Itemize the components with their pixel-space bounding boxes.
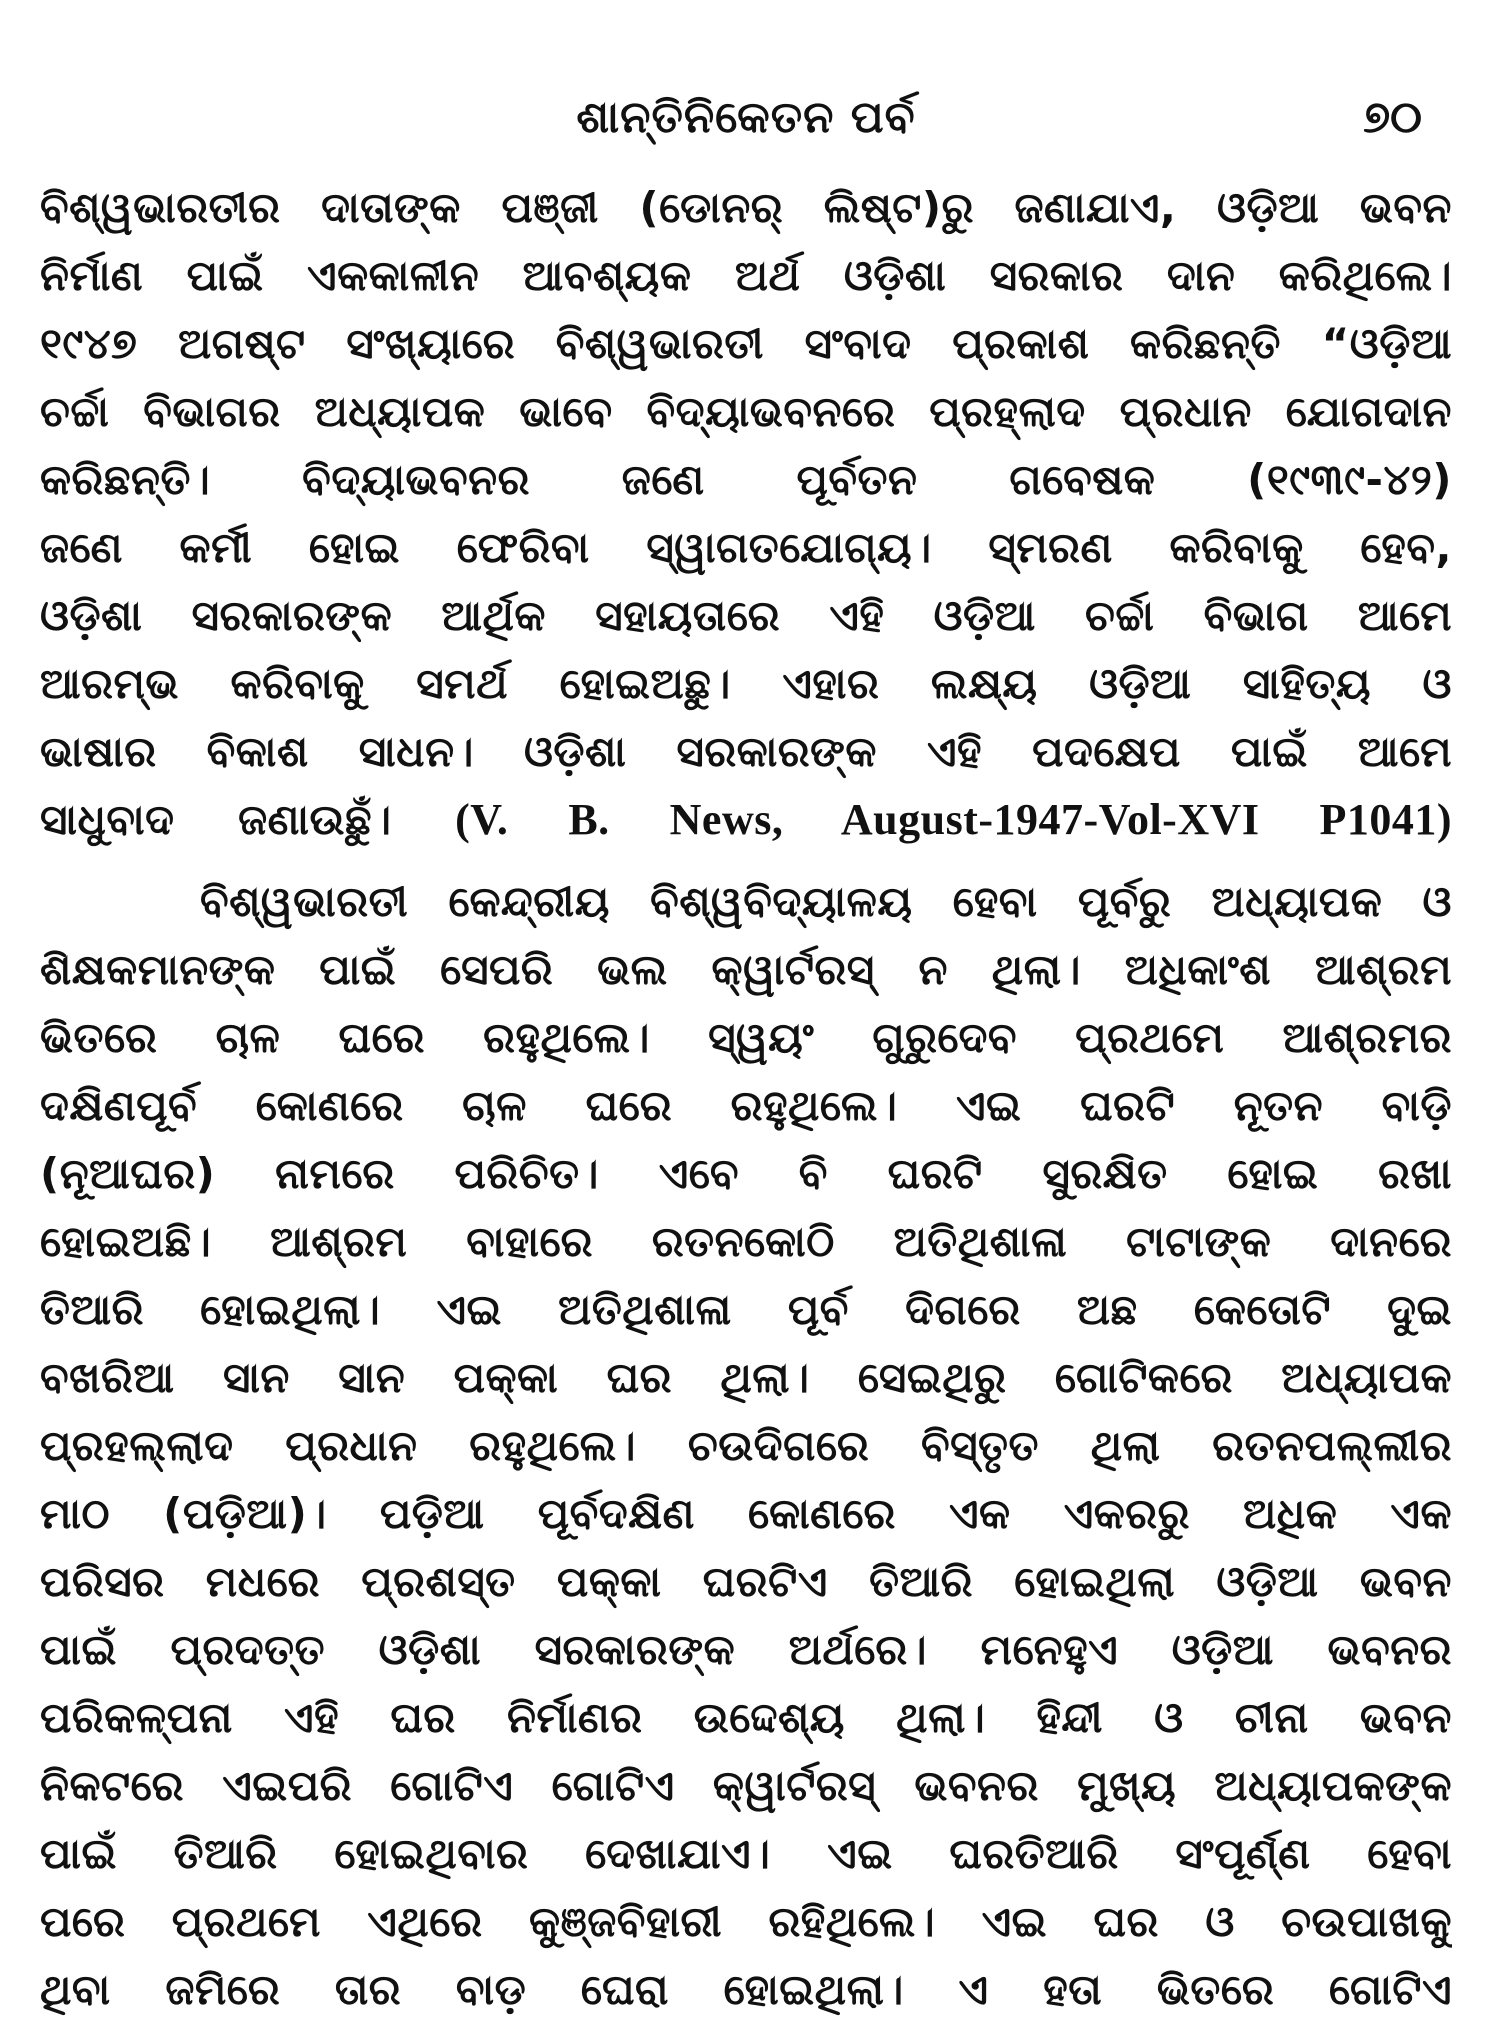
- text-line: ନିକଟରେ ଏଇପରି ଗୋଟିଏ ଗୋଟିଏ କ୍ୱାର୍ଟରସ୍ ଭବନର ମୁଖ୍ୟ ଅଧ୍ୟାପକଙ୍କ: [40, 1761, 1452, 1810]
- text-line: ଜଣେ କର୍ମୀ ହୋଇ ଫେରିବା ସ୍ୱାଗତଯୋଗ୍ୟ। ସ୍ମରଣ କରିବାକୁ ହେବ,: [40, 523, 1452, 572]
- text-line: ପାଇଁ ତିଆରି ହୋଇଥିବାର ଦେଖାଯାଏ। ଏଇ ଘରତିଆରି ସଂପୂର୍ଣ୍ଣ ହେବା: [40, 1829, 1452, 1878]
- text-line: ଓଡ଼ିଶା ସରକାରଙ୍କ ଆର୍ଥିକ ସହାୟତାରେ ଏହି ଓଡ଼ିଆ ଚର୍ଚ୍ଚା ବିଭାଗ ଆମେ: [40, 591, 1452, 640]
- text-line: ବିଶ୍ୱଭାରତୀ କେନ୍ଦ୍ରୀୟ ବିଶ୍ୱବିଦ୍ୟାଳୟ ହେବା ପୂର୍ବରୁ ଅଧ୍ୟାପକ ଓ: [200, 877, 1452, 926]
- citation: (V. B. News, August-1947-Vol-XVI P1041): [455, 795, 1452, 844]
- text-line: ପରେ ପ୍ରଥମେ ଏଥିରେ କୁଞ୍ଜବିହାରୀ ରହିଥିଲେ। ଏଇ ଘର ଓ ଚଉପାଖକୁ: [40, 1897, 1452, 1946]
- running-title: ଶାନ୍ତିନିକେତନ ପର୍ବ: [576, 92, 916, 143]
- text-line: ପାଇଁ ପ୍ରଦତ୍ତ ଓଡ଼ିଶା ସରକାରଙ୍କ ଅର୍ଥରେ। ମନେହୁଏ ଓଡ଼ିଆ ଭବନର: [40, 1625, 1452, 1674]
- closing-text: ସାଧୁବାଦ ଜଣାଉଛୁଁ।: [40, 795, 392, 844]
- text-line: ପରିକଳ୍ପନା ଏହି ଘର ନିର୍ମାଣର ଉଦ୍ଦେଶ୍ୟ ଥିଲା। ହିନ୍ଦୀ ଓ ଚୀନା ଭବନ: [40, 1693, 1452, 1742]
- text-line: ମାଠ (ପଡ଼ିଆ)। ପଡ଼ିଆ ପୂର୍ବଦକ୍ଷିଣ କୋଣରେ ଏକ ଏକରରୁ ଅଧିକ ଏକ: [40, 1489, 1452, 1538]
- text-line: କରିଛନ୍ତି। ବିଦ୍ୟାଭବନର ଜଣେ ପୂର୍ବତନ ଗବେଷକ (୧୯୩୯-୪୨): [40, 455, 1452, 504]
- paragraph-1: [40, 174, 1452, 854]
- text-line-with-citation: [40, 786, 1452, 854]
- paragraph-2: [40, 868, 1452, 2024]
- text-line: ଥିବା ଜମିରେ ତାର ବାଡ଼ ଘେରା ହୋଇଥିଲା। ଏ ହତା ଭିତରେ ଗୋଟିଏ: [40, 1965, 1452, 2014]
- text-line: ୧୯୪୭ ଅଗଷ୍ଟ ସଂଖ୍ୟାରେ ବିଶ୍ୱଭାରତୀ ସଂବାଦ ପ୍ରକାଶ କରିଛନ୍ତି “ଓଡ଼ିଆ: [40, 319, 1452, 368]
- text-line: ଭିତରେ ଚାଳ ଘରେ ରହୁଥିଲେ। ସ୍ୱୟଂ ଗୁରୁଦେବ ପ୍ରଥମେ ଆଶ୍ରମର: [40, 1013, 1452, 1062]
- text-line: ଶିକ୍ଷକମାନଙ୍କ ପାଇଁ ସେପରି ଭଲ କ୍ୱାର୍ଟରସ୍ ନ ଥିଲା। ଅଧିକାଂଶ ଆଶ୍ରମ: [40, 945, 1452, 994]
- page-number: ୭୦: [1363, 92, 1422, 143]
- page-header: [40, 92, 1452, 156]
- text-line: ବିଶ୍ୱଭାରତୀର ଦାତାଙ୍କ ପଞ୍ଜୀ (ଡୋନର୍ ଲିଷ୍ଟ)ରୁ ଜଣାଯାଏ, ଓଡ଼ିଆ ଭବନ: [40, 183, 1452, 232]
- text-line: ପରିସର ମଧରେ ପ୍ରଶସ୍ତ ପକ୍କା ଘରଟିଏ ତିଆରି ହୋଇଥିଲା ଓଡ଼ିଆ ଭବନ: [40, 1557, 1452, 1606]
- text-line: ଦକ୍ଷିଣପୂର୍ବ କୋଣରେ ଚାଳ ଘରେ ରହୁଥିଲେ। ଏଇ ଘରଟି ନୂତନ ବାଡ଼ି: [40, 1081, 1452, 1130]
- text-line: ବଖରିଆ ସାନ ସାନ ପକ୍କା ଘର ଥିଲା। ସେଇଥିରୁ ଗୋଟିକରେ ଅଧ୍ୟାପକ: [40, 1353, 1452, 1402]
- text-line: ଚର୍ଚ୍ଚା ବିଭାଗର ଅଧ୍ୟାପକ ଭାବେ ବିଦ୍ୟାଭବନରେ ପ୍ରହ୍ଲାଦ ପ୍ରଧାନ ଯୋଗଦାନ: [40, 387, 1452, 436]
- text-line: ତିଆରି ହୋଇଥିଲା। ଏଇ ଅତିଥିଶାଳା ପୂର୍ବ ଦିଗରେ ଅଛ କେତୋଟି ଦୁଇ: [40, 1285, 1452, 1334]
- text-line: ପ୍ରହଲ୍ଲାଦ ପ୍ରଧାନ ରହୁଥିଲେ। ଚଉଦିଗରେ ବିସ୍ତୃତ ଥିଲା ରତନପଲ୍ଲୀର: [40, 1421, 1452, 1470]
- text-line: ନିର୍ମାଣ ପାଇଁ ଏକକାଳୀନ ଆବଶ୍ୟକ ଅର୍ଥ ଓଡ଼ିଶା ସରକାର ଦାନ କରିଥିଲେ।: [40, 251, 1452, 300]
- text-line: (ନୂଆଘର) ନାମରେ ପରିଚିତ। ଏବେ ବି ଘରଟି ସୁରକ୍ଷିତ ହୋଇ ରଖା: [40, 1149, 1452, 1198]
- text-line: ଆରମ୍ଭ କରିବାକୁ ସମର୍ଥ ହୋଇଅଛୁ। ଏହାର ଲକ୍ଷ୍ୟ ଓଡ଼ିଆ ସାହିତ୍ୟ ଓ: [40, 659, 1452, 708]
- paragraph-gap: [40, 854, 1452, 868]
- text-line: ଭାଷାର ବିକାଶ ସାଧନ। ଓଡ଼ିଶା ସରକାରଙ୍କ ଏହି ପଦକ୍ଷେପ ପାଇଁ ଆମେ: [40, 727, 1452, 776]
- text-line: ହୋଇଅଛି। ଆଶ୍ରମ ବାହାରେ ରତନକୋଠି ଅତିଥିଶାଳା ଟାଟାଙ୍କ ଦାନରେ: [40, 1217, 1452, 1266]
